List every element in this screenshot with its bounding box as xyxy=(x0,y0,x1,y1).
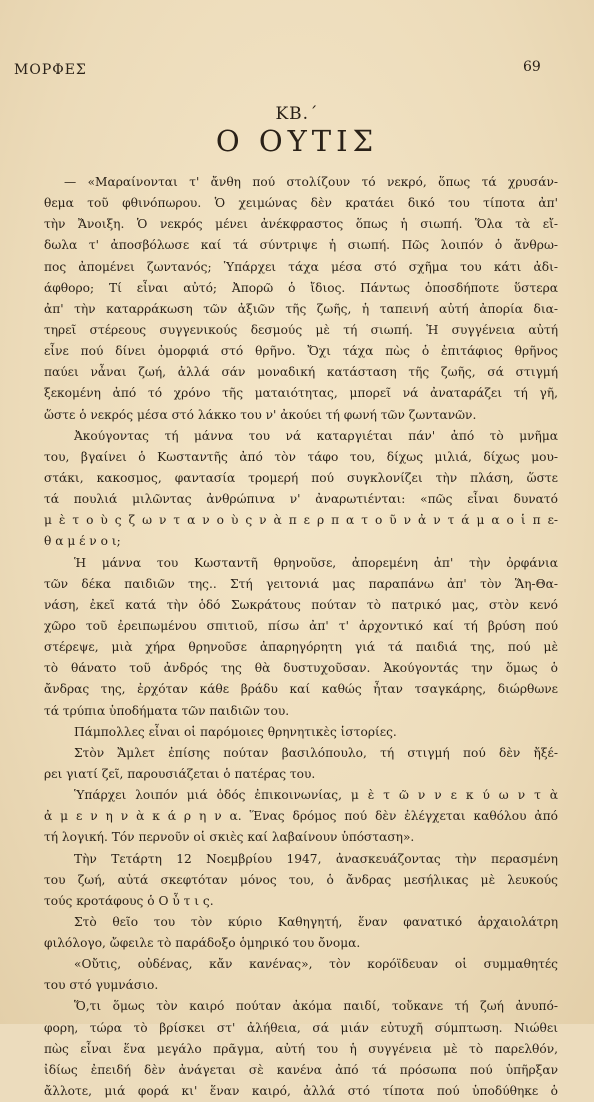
chapter-title: Ο ΟΥΤΙΣ xyxy=(215,124,379,158)
text-line: χῶρο τοῦ ἐρειπωμένου σπιτιοῦ, πίσω ἀπ' τ' ἀρχοντικό καί τή βρύση πού xyxy=(44,618,558,633)
text-line: εἶνε πού δίνει ὀμορφιά στό θρῆνο. Ὄχι τάχα πὼς ὁ ἐπιτάφιος θρῆνος xyxy=(44,344,558,359)
text-line: τηρεῖ στέρεους συγγενικούς δεσμούς μὲ τή σιωπή. Ἡ συγγένεια αὐτή xyxy=(44,322,558,337)
text-line: δωλα τ' ἀποσβόλωσε καί τά σύντριψε ἡ σιωπή. Πῶς λοιπόν ὁ ἄνθρω- xyxy=(44,238,558,253)
text-line: πος ἀπομένει ζωντανός; Ὑπάρχει τάχα μέσα στό σχῆμα του κάτι ἀδι- xyxy=(44,259,558,274)
text-line: Πάμπολλες εἶναι οἱ παρόμοιες θρηνητικὲς ἱστορίες. xyxy=(74,724,397,739)
text-line: Ἀκούγοντας τή μάννα του νά καταργιέται πάν' ἀπό τὸ μνῆμα xyxy=(74,428,558,443)
text-line: παύει νἆναι ζωή, ἀλλά σάν μοναδική κατάσταση τῆς ζωῆς, σά στιγμή xyxy=(44,365,558,380)
text-line: τὴν Ἄνοιξη. Ὁ νεκρός μένει ἀνέκφραστος ὅπως ἡ σιωπή. Ὅλα τὰ εἴ- xyxy=(44,217,558,232)
text-line: ἄλλοτε, μιά φορά κι' ἕναν καιρό, ἀλλά στό τίποτα πού ὑποδύθηκε ὁ xyxy=(44,1084,558,1099)
text-line: στέρεψε, μιὰ χήρα θρηνοῦσε ἀπαρηγόρητη γιά τά παιδιά της, πού μὲ xyxy=(44,640,558,655)
text-line: νάση, ἐκεῖ κατά τὴν ὁδό Σωκράτους πούταν τὸ πατρικό μας, στὸν κενό xyxy=(44,597,558,612)
text-line: τὸ θάνατο τοῦ ἀνδρός της θὰ δυστυχοῦσαν. Ἀκούγοντάς την ὅμως ὁ xyxy=(44,661,558,676)
text-line: φιλόλογο, ὤφειλε τὸ παράδοξο ὁμηρικό του ὄνομα. xyxy=(44,936,361,951)
text-line: ξεκομένη ἀπό τό χρόνο τῆς ματαιότητας, μπορεῖ νά ἀναταράζει τή γῆ, xyxy=(44,386,558,401)
text-line: — «Μαραίνονται τ' ἄνθη πού στολίζουν τό νεκρό, ὅπως τά χρυσάν- xyxy=(64,175,558,189)
text-line: θ α μ έ ν ο ι; xyxy=(44,534,121,549)
text-line: ἰδίως ἐπειδή δὲν ἀνάγεται σὲ κανένα ἀπό τά πρόσωπα πού ὑπῆρξαν xyxy=(44,1062,558,1077)
page-number: 69 xyxy=(523,59,541,75)
text-line: Στὸν Ἄμλετ ἐπίσης πούταν βασιλόπουλο, τή στιγμή πού δὲν ἤξέ- xyxy=(74,745,558,760)
text-line: πὼς εἶναι ἕνα μεγάλο πρᾶγμα, αὐτή του ἡ συγγένεια μὲ τὸ παρελθόν, xyxy=(44,1041,558,1056)
text-line: τά τρύπια ὑποδήματα τῶν παιδιῶν του. xyxy=(44,703,290,718)
text-line: του, βγαίνει ὁ Κωσταντῆς ἀπό τὸν τάφο του, δίχως μιλιά, δίχως μου- xyxy=(44,449,558,464)
text-line: ἀπ' τὴν καταρράκωση τῶν ἀξιῶν τῆς ζωῆς, ἡ ταπεινή αὐτή ἀπορία δια- xyxy=(44,301,558,316)
text-line: στάκι, κακοσμος, φαντασία τρομερή πού συγκλονίζει τὴν πλάση, ὥστε xyxy=(44,470,558,485)
body-text xyxy=(44,172,558,1102)
text-line: ρει γιατί ζεῖ, παρουσιάζεται ὁ πατέρας του. xyxy=(44,766,316,781)
running-head: ΜΟΡΦΕΣ xyxy=(14,62,87,78)
text-line: μ ὲ τ ο ὺ ς ζ ω ν τ α ν ο ὺ ς ν ὰ π ε ρ π α τ ο ῦ ν ἀ ν τ ά μ α ο ἱ π ε- xyxy=(44,513,558,528)
text-line: Ὅ,τι ὅμως τὸν καιρό πούταν ἀκόμα παιδί, τοὔκανε τή ζωή ἀνυπό- xyxy=(74,999,558,1014)
text-line: ἀ μ ε ν η ν ὰ κ ά ρ η ν α. Ἕνας δρόμος πού δὲν ἐλέγχεται καθόλου ἀπό xyxy=(44,809,558,824)
text-line: τά πουλιά μιλῶντας ἀνθρώπινα ν' ἀναρωτιένται: «πῶς εἶναι δυνατό xyxy=(44,492,558,507)
text-line: θεμα τοῦ φθινόπωρου. Ὁ χειμώνας δὲν κρατάει δικό του τίποτα ἀπ' xyxy=(44,196,558,211)
text-line: ἄνδρας της, ἐρχόταν κάθε βράδυ καί καθώς ἦταν τσαγκάρης, διώρθωνε xyxy=(44,682,558,697)
text-line: ὥστε ὁ νεκρός μέσα στό λάκκο του ν' ἀκούει τή φωνή τῶν ζωντανῶν. xyxy=(44,407,477,422)
text-line: φορη, τώρα τὸ βρίσκει στ' ἀλήθεια, σά μιάν εὐτυχῆ σύμπτωση. Νιώθει xyxy=(44,1020,558,1035)
text-line: άφθορο; Τί εἶναι αὐτό; Ἀπορῶ ὁ ἴδιος. Πάντως ὁποσδήποτε ὕστερα xyxy=(44,280,558,295)
text-line: τή λογική. Τόν περνοῦν οἱ σκιὲς καί λαβαίνουν ὑπόσταση». xyxy=(44,830,415,845)
text-line: Ὑπάρχει λοιπόν μιά ὁδός ἐπικοινωνίας, μ ὲ τ ῶ ν ν ε κ ύ ω ν τ ὰ xyxy=(74,788,558,803)
text-line: Τὴν Τετάρτη 12 Νοεμβρίου 1947, ἀνασκευάζοντας τὴν περασμένη xyxy=(74,851,558,866)
text-line: τῶν δέκα παιδιῶν της.. Στή γειτονιά μας παραπάνω ἀπ' τὸν Ἅη-Θα- xyxy=(44,576,558,591)
text-line: του στό γυμνάσιο. xyxy=(44,978,159,993)
text-line: του ζωή, αὐτά σκεφτόταν μόνος του, ὁ ἄνδρας μεσήλικας μὲ λευκούς xyxy=(44,872,558,887)
chapter-number: ΚΒ.΄ xyxy=(275,104,319,124)
text-line: Ἡ μάννα του Κωσταντῆ θρηνοῦσε, ἀπορεμένη ἀπ' τὴν ὀρφάνια xyxy=(74,555,558,570)
text-line: Στὸ θεῖο του τὸν κύριο Καθηγητή, ἕναν φανατικό ἀρχαιολάτρη xyxy=(74,914,558,929)
text-line: τούς κροτάφους ὁ Ο ὖ τ ι ς. xyxy=(44,893,214,908)
text-line: «Οὔτις, οὐδένας, κἄν κανένας», τὸν κορόϊδευαν οἱ συμμαθητές xyxy=(74,957,558,972)
